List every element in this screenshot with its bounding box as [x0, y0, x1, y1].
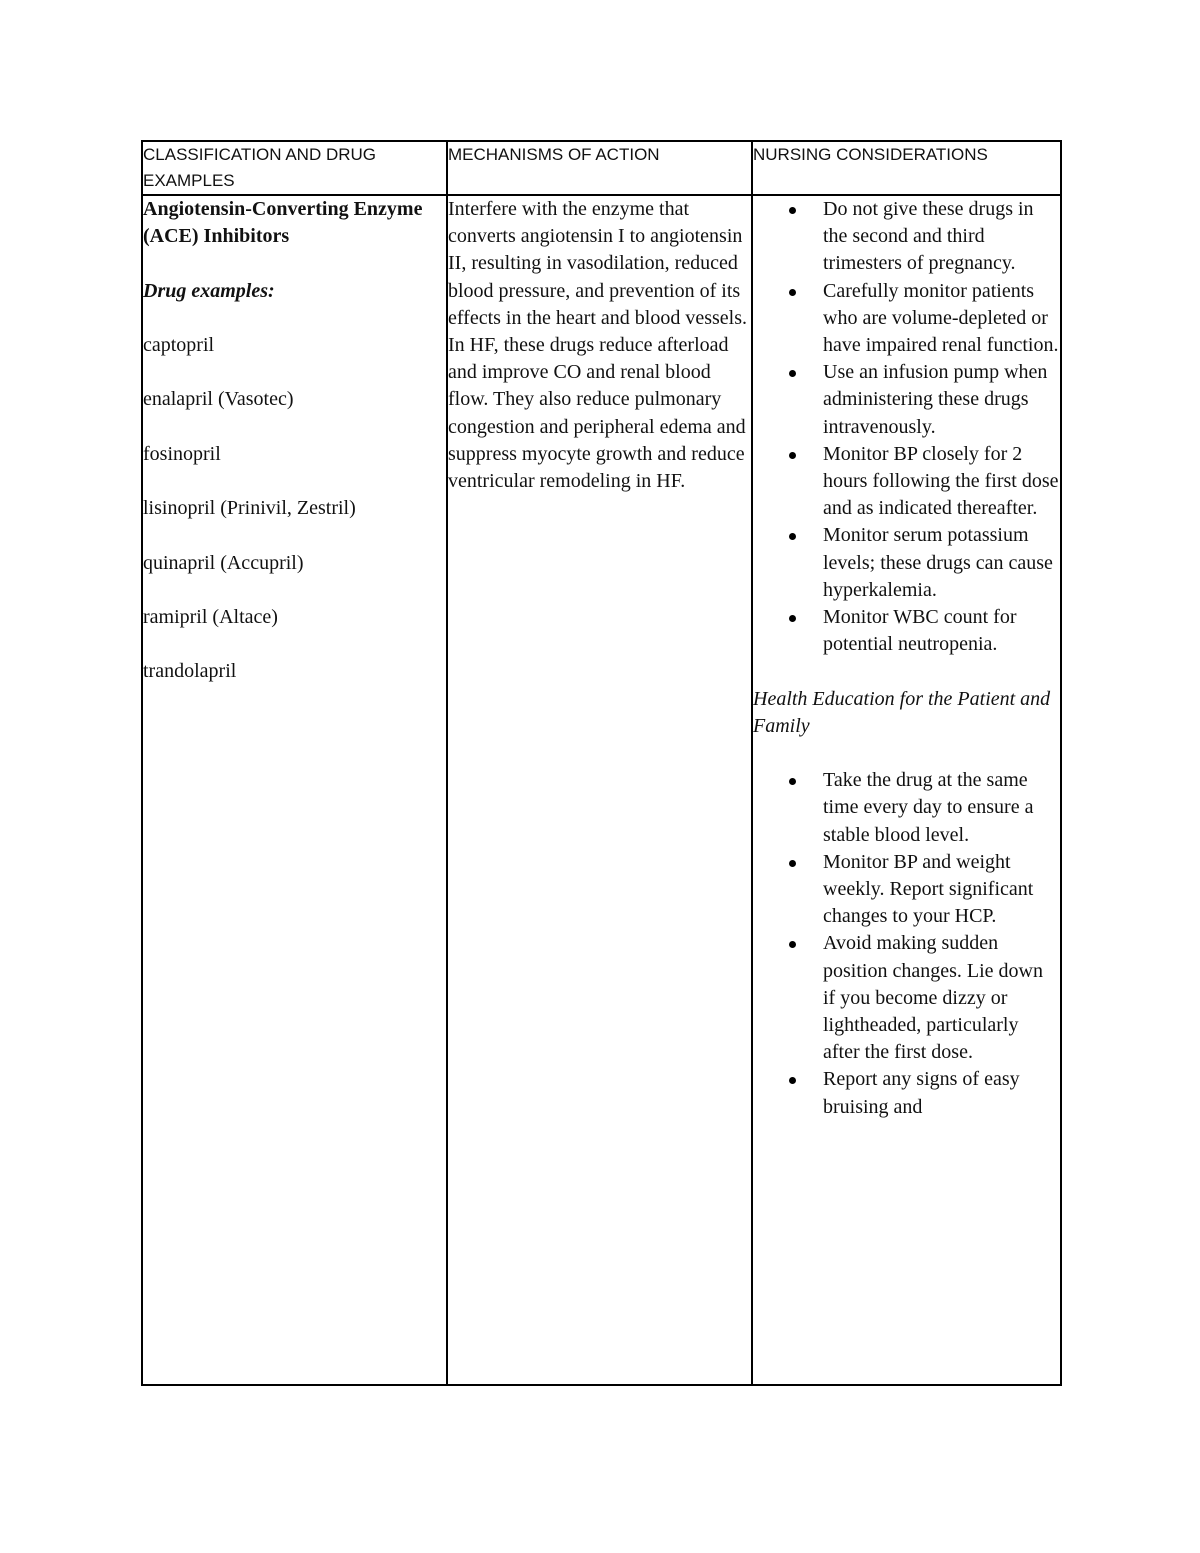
bullet-icon: [789, 533, 796, 540]
list-item: Use an infusion pump when administering these drugs intravenously.: [753, 359, 1060, 441]
list-item: Do not give these drugs in the second and third trimesters of pregnancy.: [753, 196, 1060, 278]
header-classification: CLASSIFICATION AND DRUG EXAMPLES: [142, 141, 447, 195]
bullet-icon: [789, 207, 796, 214]
table-row: [142, 195, 1061, 1385]
list-item: Monitor BP closely for 2 hours following the first dose and as indicated thereafter.: [753, 441, 1060, 523]
list-item: Monitor WBC count for potential neutropenia.: [753, 604, 1060, 658]
drug-example: fosinopril: [143, 442, 221, 465]
drug-example: enalapril (Vasotec): [143, 388, 294, 411]
health-education-heading: Health Education for the Patient and Family: [753, 687, 1051, 737]
drug-table: [141, 140, 1062, 1386]
header-mechanism: MECHANISMS OF ACTION: [447, 141, 752, 195]
nursing-cell: [752, 195, 1061, 1385]
drug-example: quinapril (Accupril): [143, 551, 304, 574]
classification-cell: [142, 195, 447, 1385]
header-nursing: NURSING CONSIDERATIONS: [752, 141, 1061, 195]
list-item: Report any signs of easy bruising and: [753, 1066, 1060, 1120]
bullet-icon: [789, 860, 796, 867]
drug-class-title: Angiotensin-Converting Enzyme (ACE) Inhibitors: [143, 198, 423, 248]
bullet-icon: [789, 778, 796, 785]
bullet-icon: [789, 1077, 796, 1084]
drug-example: lisinopril (Prinivil, Zestril): [143, 497, 356, 520]
drug-example: trandolapril: [143, 660, 237, 683]
list-item: Take the drug at the same time every day to ensure a stable blood level.: [753, 767, 1060, 849]
drug-examples-label: Drug examples:: [143, 279, 275, 302]
bullet-icon: [789, 615, 796, 622]
mechanism-cell: [447, 195, 752, 1385]
bullet-icon: [789, 370, 796, 377]
mechanism-text: Interfere with the enzyme that converts angiotensin I to angiotensin II, resulting in vasodilation, reduced blood pressure, and prevention of its effects in the heart and blood vessels. In HF, these drugs reduce afterload and improve CO and renal blood flow. They also reduce pulmonary congestion and peripheral edema and suppress myocyte growth and reduce ventricular remodeling in HF.: [448, 198, 747, 493]
list-item: Carefully monitor patients who are volume-depleted or have impaired renal function.: [753, 278, 1060, 360]
bullet-icon: [789, 452, 796, 459]
drug-example: ramipril (Altace): [143, 605, 278, 628]
bullet-icon: [789, 941, 796, 948]
list-item: Avoid making sudden position changes. Lie down if you become dizzy or lightheaded, particularly after the first dose.: [753, 930, 1060, 1066]
bullet-icon: [789, 289, 796, 296]
health-education-list: [753, 767, 1060, 1121]
drug-example: captopril: [143, 333, 215, 356]
list-item: Monitor serum potassium levels; these drugs can cause hyperkalemia.: [753, 522, 1060, 604]
header-row: [142, 141, 1061, 195]
nursing-considerations-list: [753, 196, 1060, 658]
list-item: Monitor BP and weight weekly. Report significant changes to your HCP.: [753, 849, 1060, 931]
